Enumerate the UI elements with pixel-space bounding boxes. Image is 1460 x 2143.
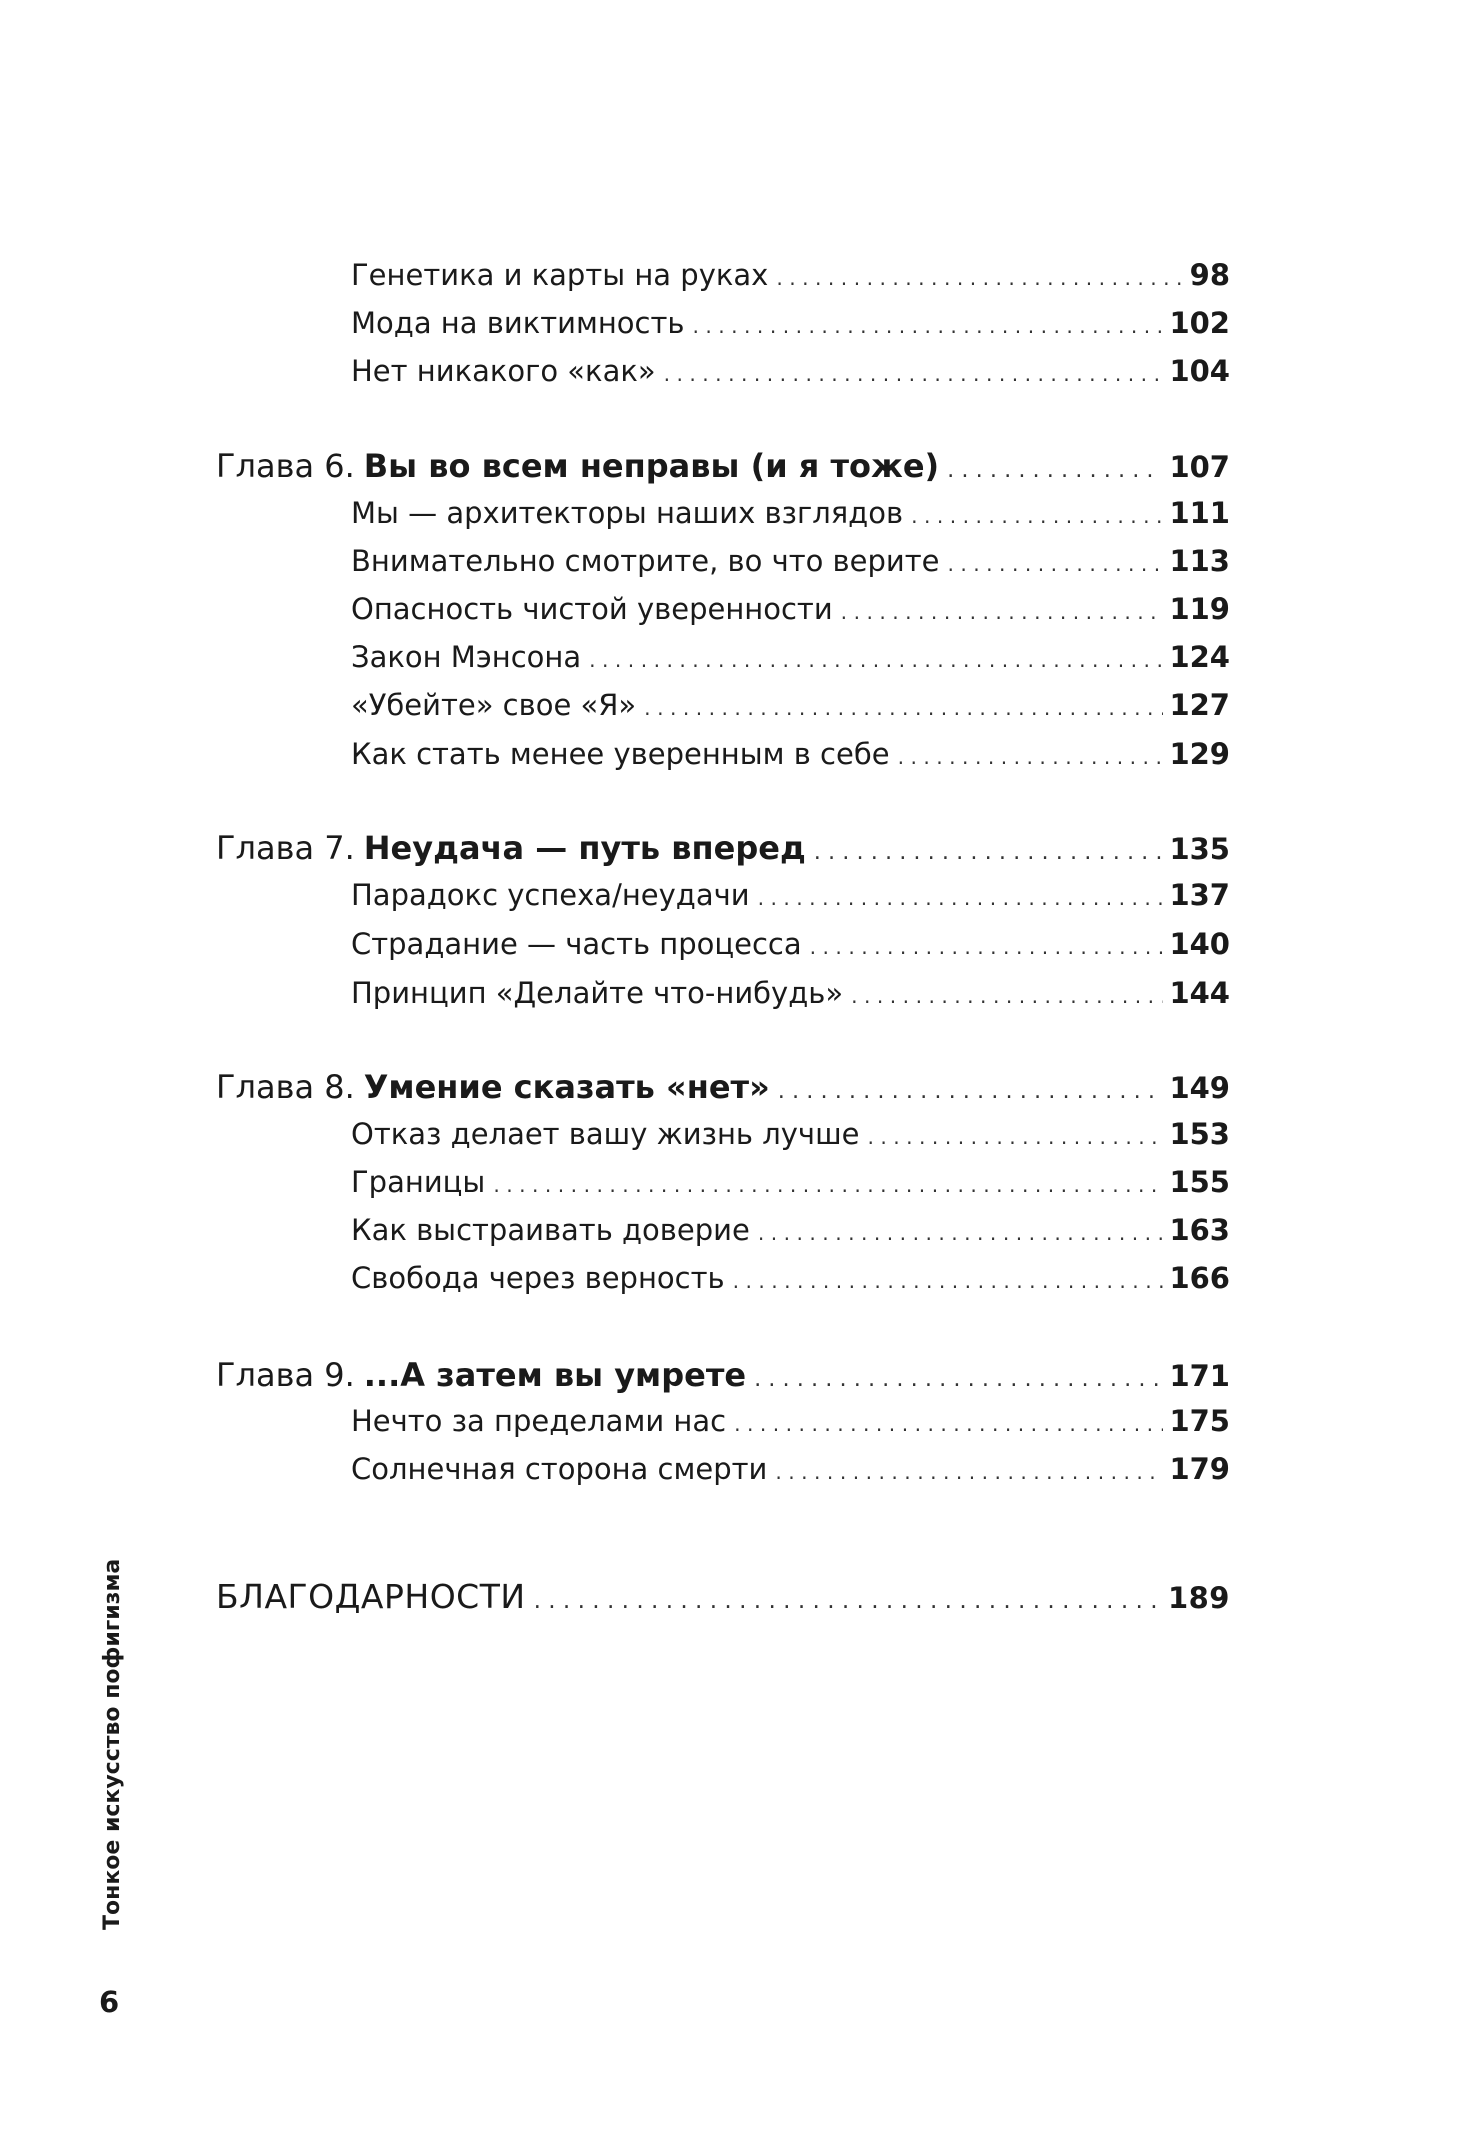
dot-leader <box>758 878 1164 912</box>
dot-leader <box>664 354 1164 388</box>
dot-leader <box>841 592 1164 626</box>
toc-chapter-row <box>216 1356 1230 1404</box>
toc-page-number: 129 <box>1169 737 1230 771</box>
dot-leader <box>898 737 1164 771</box>
toc-section-title: Опасность чистой уверенности <box>351 592 833 626</box>
toc-page-number: 127 <box>1169 688 1230 722</box>
toc-page-number: 111 <box>1169 496 1230 530</box>
dot-leader <box>493 1165 1163 1199</box>
toc-page-number: 102 <box>1169 306 1230 340</box>
toc-page-number: 175 <box>1169 1404 1230 1438</box>
toc-section-row <box>351 976 1230 1024</box>
toc-page-number: 124 <box>1169 640 1230 674</box>
toc-section-row <box>351 496 1230 544</box>
dot-leader <box>534 1577 1162 1616</box>
toc-section-title: Парадокс успеха/неудачи <box>351 878 750 912</box>
toc-page-number: 153 <box>1169 1117 1230 1151</box>
dot-leader <box>851 976 1163 1010</box>
running-head: Тонкое искусство пофигизма <box>100 1558 125 1930</box>
toc-page-number: 155 <box>1169 1165 1230 1199</box>
dot-leader <box>644 688 1163 722</box>
toc-chapter-prefix: Глава 9. <box>216 1356 355 1394</box>
toc-section-row <box>351 878 1230 926</box>
toc-page-number: 137 <box>1169 878 1230 912</box>
toc-page-number: 163 <box>1169 1213 1230 1247</box>
dot-leader <box>692 306 1163 340</box>
dot-leader <box>810 927 1164 961</box>
dot-leader <box>776 258 1183 292</box>
toc-chapter-title: Неудача — путь вперед <box>363 829 806 867</box>
toc-section-title: «Убейте» свое «Я» <box>351 688 637 722</box>
toc-chapter-row <box>216 1068 1230 1116</box>
toc-section-row <box>351 1213 1230 1261</box>
toc-section-row <box>351 592 1230 640</box>
toc-page-number: 179 <box>1169 1452 1230 1486</box>
toc-section-row <box>351 1404 1230 1452</box>
toc-chapter-title: Умение сказать «нет» <box>363 1068 770 1106</box>
toc-section-row <box>351 737 1230 785</box>
dot-leader <box>778 1068 1164 1106</box>
toc-section-row <box>351 544 1230 592</box>
toc-section-title: Как стать менее уверенным в себе <box>351 737 890 771</box>
toc-section-row <box>351 1452 1230 1500</box>
toc-section-title: Мы — архитекторы наших взглядов <box>351 496 904 530</box>
toc-page-number: 140 <box>1169 927 1230 961</box>
toc-chapter-title: ...А затем вы умрете <box>363 1356 747 1394</box>
toc-chapter-row <box>216 829 1230 877</box>
toc-section-title: Мода на виктимность <box>351 306 685 340</box>
toc-section-title: Внимательно смотрите, во что верите <box>351 544 940 578</box>
toc-section-row <box>351 1117 1230 1165</box>
toc-page-number: 171 <box>1169 1359 1230 1393</box>
toc-page-number: 135 <box>1169 832 1230 866</box>
toc-section-row <box>351 688 1230 736</box>
dot-leader <box>754 1356 1163 1394</box>
dot-leader <box>947 544 1163 578</box>
toc-section-title: Свобода через верность <box>351 1261 725 1295</box>
toc-section-title: Страдание — часть процесса <box>351 927 802 961</box>
toc-chapter-prefix: Глава 7. <box>216 829 355 867</box>
toc-page-number: 189 <box>1167 1581 1230 1615</box>
dot-leader <box>733 1261 1164 1295</box>
dot-leader <box>775 1452 1163 1486</box>
toc-section-title: Генетика и карты на руках <box>351 258 769 292</box>
toc-section-row <box>351 1261 1230 1309</box>
toc-page-number: 98 <box>1189 258 1230 292</box>
toc-acknowledgements-row <box>216 1577 1230 1625</box>
toc-section-title: Как выстраивать доверие <box>351 1213 750 1247</box>
toc-chapter-prefix: Глава 8. <box>216 1068 355 1106</box>
toc-page-number: 113 <box>1169 544 1230 578</box>
dot-leader <box>947 447 1163 485</box>
toc-section-row <box>351 306 1230 354</box>
dot-leader <box>589 640 1163 674</box>
toc-page-number: 144 <box>1169 976 1230 1010</box>
dot-leader <box>867 1117 1163 1151</box>
dot-leader <box>734 1404 1163 1438</box>
toc-section-title: Нет никакого «как» <box>351 354 656 388</box>
page-number: 6 <box>99 1985 120 2019</box>
dot-leader <box>814 829 1164 867</box>
toc-section-title: Закон Мэнсона <box>351 640 582 674</box>
toc-section-title: Границы <box>351 1165 486 1199</box>
toc-section-row <box>351 640 1230 688</box>
toc-page-number: 107 <box>1169 450 1230 484</box>
toc-page-number: 104 <box>1169 354 1230 388</box>
toc-section-title: Отказ делает вашу жизнь лучше <box>351 1117 860 1151</box>
toc-section-row <box>351 258 1230 306</box>
toc-page-number: 166 <box>1169 1261 1230 1295</box>
toc-acknowledgements-title: БЛАГОДАРНОСТИ <box>216 1577 526 1616</box>
toc-section-title: Принцип «Делайте что-нибудь» <box>351 976 844 1010</box>
toc-section-row <box>351 354 1230 402</box>
toc-section-title: Солнечная сторона смерти <box>351 1452 768 1486</box>
toc-section-row <box>351 1165 1230 1213</box>
toc-page-number: 119 <box>1169 592 1230 626</box>
toc-section-title: Нечто за пределами нас <box>351 1404 727 1438</box>
toc-section-row <box>351 927 1230 975</box>
dot-leader <box>911 496 1163 530</box>
toc-page-number: 149 <box>1169 1071 1230 1105</box>
toc-chapter-prefix: Глава 6. <box>216 447 355 485</box>
dot-leader <box>758 1213 1164 1247</box>
toc-chapter-row <box>216 447 1230 495</box>
toc-chapter-title: Вы во всем неправы (и я тоже) <box>363 447 940 485</box>
